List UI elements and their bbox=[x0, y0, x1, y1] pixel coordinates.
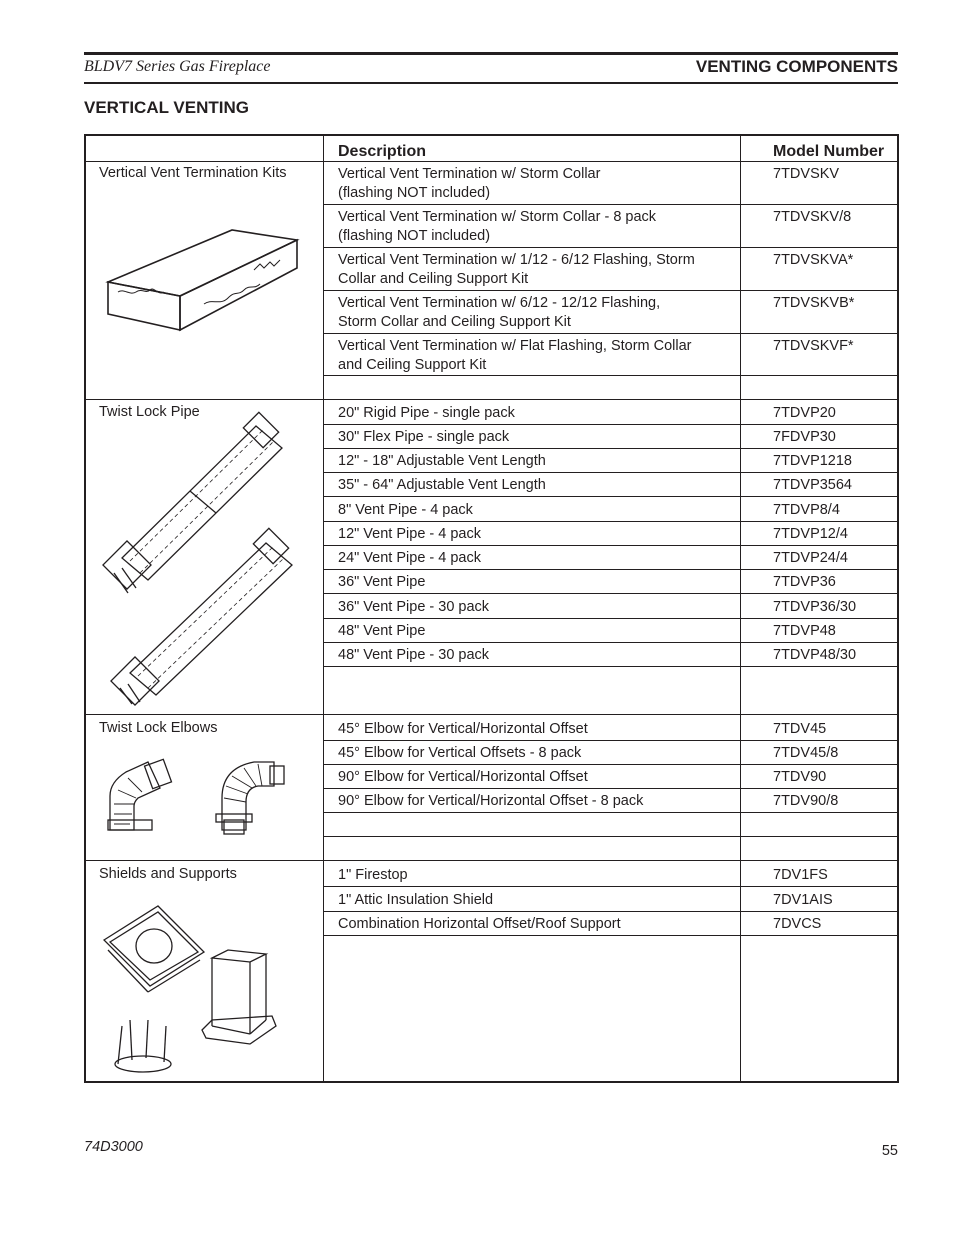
desc-line: 12" - 18" Adjustable Vent Length bbox=[338, 453, 546, 469]
model-number: 7TDVP48/30 bbox=[773, 647, 857, 663]
model-number: 7DV1AIS bbox=[773, 892, 833, 908]
desc-line: 90° Elbow for Vertical/Horizontal Offset bbox=[338, 769, 588, 785]
row-divider bbox=[323, 593, 897, 594]
model-number: 7TDVP36 bbox=[773, 574, 836, 590]
desc-line: 48" Vent Pipe bbox=[338, 623, 426, 639]
row-divider bbox=[323, 642, 897, 643]
row-divider bbox=[323, 204, 897, 205]
desc-line: Vertical Vent Termination w/ Flat Flashing, Storm Collar bbox=[338, 338, 692, 354]
desc-line: 35" - 64" Adjustable Vent Length bbox=[338, 477, 546, 493]
model-number: 7TDVP3564 bbox=[773, 477, 852, 493]
header-divider bbox=[86, 161, 897, 162]
category-label-shields-supports: Shields and Supports bbox=[99, 866, 237, 882]
row-divider bbox=[323, 836, 897, 837]
group-divider bbox=[86, 399, 897, 400]
model-number: 7TDV45/8 bbox=[773, 745, 839, 761]
desc-line: 45° Elbow for Vertical/Horizontal Offset bbox=[338, 721, 588, 737]
subsection-heading: VERTICAL VENTING bbox=[84, 98, 249, 117]
desc-line: and Ceiling Support Kit bbox=[338, 357, 487, 373]
model-number: 7DV1FS bbox=[773, 867, 828, 883]
desc-line: 24" Vent Pipe - 4 pack bbox=[338, 550, 481, 566]
desc-line: 36" Vent Pipe bbox=[338, 574, 426, 590]
row-divider bbox=[323, 472, 897, 473]
row-divider bbox=[323, 764, 897, 765]
model-number: 7TDVSKVA* bbox=[773, 252, 854, 268]
model-number: 7TDV90 bbox=[773, 769, 827, 785]
desc-line: 90° Elbow for Vertical/Horizontal Offset - 8 pack bbox=[338, 793, 644, 809]
desc-line: 1" Attic Insulation Shield bbox=[338, 892, 494, 908]
row-divider bbox=[323, 333, 897, 334]
group-divider bbox=[86, 714, 897, 715]
section-title: VENTING COMPONENTS bbox=[695, 57, 898, 76]
twist-lock-pipe-illustration bbox=[100, 408, 310, 708]
model-number: 7TDV90/8 bbox=[773, 793, 839, 809]
description-header: Description bbox=[338, 143, 427, 160]
model-number: 7TDVSKVF* bbox=[773, 338, 854, 354]
desc-line: 48" Vent Pipe - 30 pack bbox=[338, 647, 490, 663]
components-table bbox=[84, 134, 899, 1083]
row-divider bbox=[323, 545, 897, 546]
desc-line: Vertical Vent Termination w/ 6/12 - 12/12 Flashing, bbox=[338, 295, 661, 311]
document-code: 74D3000 bbox=[84, 1139, 143, 1155]
model-number: 7TDVP8/4 bbox=[773, 502, 840, 518]
desc-line: 45° Elbow for Vertical Offsets - 8 pack bbox=[338, 745, 582, 761]
row-divider bbox=[323, 812, 897, 813]
column-divider bbox=[740, 136, 741, 1081]
desc-line: Combination Horizontal Offset/Roof Support bbox=[338, 916, 621, 932]
model-number: 7DVCS bbox=[773, 916, 822, 932]
row-divider bbox=[323, 935, 897, 936]
model-number: 7TDVSKV bbox=[773, 166, 840, 182]
model-number: 7TDVP48 bbox=[773, 623, 836, 639]
page-number: 55 bbox=[881, 1143, 898, 1159]
desc-line: 1" Firestop bbox=[338, 867, 408, 883]
row-divider bbox=[323, 740, 897, 741]
row-divider bbox=[323, 666, 897, 667]
row-divider bbox=[323, 569, 897, 570]
header-top-rule bbox=[84, 52, 898, 55]
category-label-twist-lock-pipe: Twist Lock Pipe bbox=[99, 404, 200, 420]
model-number-header: Model Number bbox=[773, 143, 885, 160]
row-divider bbox=[323, 247, 897, 248]
group-divider bbox=[86, 860, 897, 861]
model-number: 7TDVP36/30 bbox=[773, 599, 857, 615]
row-divider bbox=[323, 375, 897, 376]
desc-line: Vertical Vent Termination w/ 1/12 - 6/12 Flashing, Storm bbox=[338, 252, 695, 268]
row-divider bbox=[323, 911, 897, 912]
row-divider bbox=[323, 886, 897, 887]
document-title: BLDV7 Series Gas Fireplace bbox=[84, 58, 271, 75]
row-divider bbox=[323, 521, 897, 522]
model-number: 7TDVP12/4 bbox=[773, 526, 848, 542]
row-divider bbox=[323, 618, 897, 619]
desc-line: Collar and Ceiling Support Kit bbox=[338, 271, 529, 287]
model-number: 7TDV45 bbox=[773, 721, 827, 737]
model-number: 7FDVP30 bbox=[773, 429, 836, 445]
column-divider bbox=[323, 136, 324, 1081]
row-divider bbox=[323, 448, 897, 449]
model-number: 7TDVSKV/8 bbox=[773, 209, 852, 225]
model-number: 7TDVSKVB* bbox=[773, 295, 855, 311]
desc-line: (flashing NOT included) bbox=[338, 185, 491, 201]
model-number: 7TDVP24/4 bbox=[773, 550, 848, 566]
desc-line: Vertical Vent Termination w/ Storm Collar - 8 pack bbox=[338, 209, 657, 225]
model-number: 7TDVP1218 bbox=[773, 453, 852, 469]
category-label-vent-termination: Vertical Vent Termination Kits bbox=[99, 165, 287, 181]
desc-line: (flashing NOT included) bbox=[338, 228, 491, 244]
desc-line: Vertical Vent Termination w/ Storm Collar bbox=[338, 166, 601, 182]
desc-line: 8" Vent Pipe - 4 pack bbox=[338, 502, 473, 518]
category-label-twist-lock-elbows: Twist Lock Elbows bbox=[99, 720, 218, 736]
twist-lock-elbows-illustration bbox=[104, 758, 294, 838]
row-divider bbox=[323, 290, 897, 291]
header-bottom-rule bbox=[84, 82, 898, 84]
vent-termination-box-illustration bbox=[104, 226, 304, 336]
desc-line: 30" Flex Pipe - single pack bbox=[338, 429, 510, 445]
row-divider bbox=[323, 496, 897, 497]
row-divider bbox=[323, 424, 897, 425]
shields-supports-illustration bbox=[100, 902, 300, 1078]
desc-line: 20" Rigid Pipe - single pack bbox=[338, 405, 515, 421]
desc-line: 36" Vent Pipe - 30 pack bbox=[338, 599, 490, 615]
desc-line: Storm Collar and Ceiling Support Kit bbox=[338, 314, 571, 330]
model-number: 7TDVP20 bbox=[773, 405, 836, 421]
desc-line: 12" Vent Pipe - 4 pack bbox=[338, 526, 481, 542]
row-divider bbox=[323, 788, 897, 789]
